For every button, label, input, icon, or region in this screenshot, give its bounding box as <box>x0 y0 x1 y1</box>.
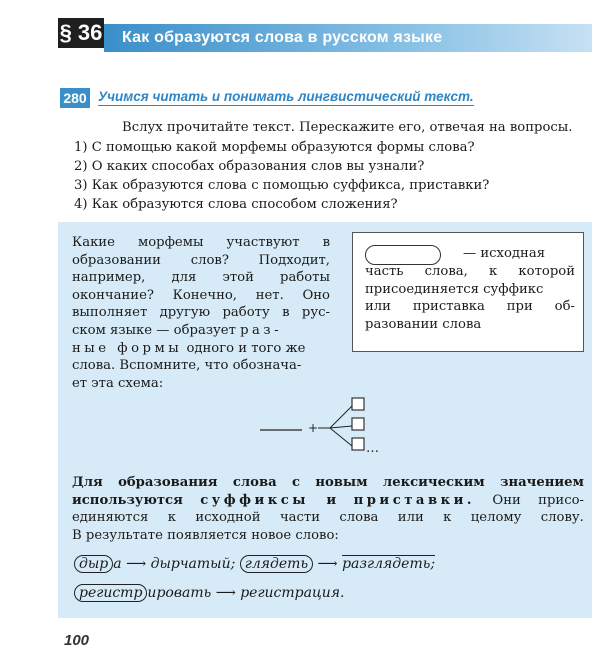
rule-line: единяются к исходной части слова или к целому слову. <box>72 510 584 526</box>
example-line-1: дыр а ⟶ дырчатый; глядеть ⟶ разглядеть; <box>74 555 435 573</box>
text-line: образовании слов? Подходит, <box>72 252 330 268</box>
definition-line: часть слова, к которой <box>365 263 575 279</box>
example-line-2: регистр ировать ⟶ регистрация. <box>74 584 345 602</box>
text-line: Какие морфемы участвуют в <box>72 235 330 250</box>
ellipsis: … <box>366 441 379 456</box>
question-3: 3) Как образуются слова с помощью суффикса, приставки? <box>74 178 490 193</box>
definition-line: или приставка при об- <box>365 299 575 315</box>
text-line: окончание? Конечно, нет. Оно <box>72 287 330 303</box>
question-4: 4) Как образуются слова способом сложения? <box>74 197 398 212</box>
text-line: ные формы одного и того же <box>72 340 306 356</box>
text-line: например, для этой работы <box>72 270 330 286</box>
definition-box <box>352 232 584 352</box>
word-formation-scheme <box>258 394 388 456</box>
question-1: 1) С помощью какой морфемы образуются формы слова? <box>74 140 475 155</box>
rule-line: Для образования слова с новым лексическим значением <box>72 475 584 490</box>
stem-oval: глядеть <box>240 555 313 573</box>
definition-line: — исходная <box>463 246 546 261</box>
text-line: ет эта схема: <box>72 375 164 391</box>
arrow: ⟶ <box>215 585 236 601</box>
arrow: ⟶ <box>317 556 338 572</box>
rule-line: используются суффиксы и приставки. Они присо- <box>72 492 584 508</box>
text-line: слова. Вспомните, что обознача- <box>72 358 302 374</box>
section-number: § 36 <box>58 18 104 48</box>
suffix-box <box>352 438 364 450</box>
suffix-box <box>352 418 364 430</box>
question-2: 2) О каких способах образования слов вы узнали? <box>74 159 425 174</box>
plus-sign: + <box>308 421 319 435</box>
exercise-title: Учимся читать и понимать лингвистический текст. <box>98 89 474 104</box>
text-line: выполняет другую работу в рус- <box>72 305 330 321</box>
linguistic-text <box>72 234 330 392</box>
suffix-box <box>352 398 364 410</box>
section-title: Как образуются слова в русском языке <box>122 29 443 46</box>
arrow: ⟶ <box>126 556 147 572</box>
page-number: 100 <box>64 632 90 649</box>
definition-line: присоединяется суффикс <box>365 281 544 297</box>
exercise-instruction: Вслух прочитайте текст. Перескажите его, отвечая на вопросы. <box>122 120 573 135</box>
exercise-number: 280 <box>60 88 90 108</box>
stem-oval: дыр <box>74 555 113 573</box>
rule-text <box>72 474 584 544</box>
definition-line: разовании слова <box>365 317 482 333</box>
text-line: ском языке — образует раз- <box>72 322 283 338</box>
stem-oval: регистр <box>74 584 147 602</box>
rule-line: В результате появляется новое слово: <box>72 527 339 543</box>
